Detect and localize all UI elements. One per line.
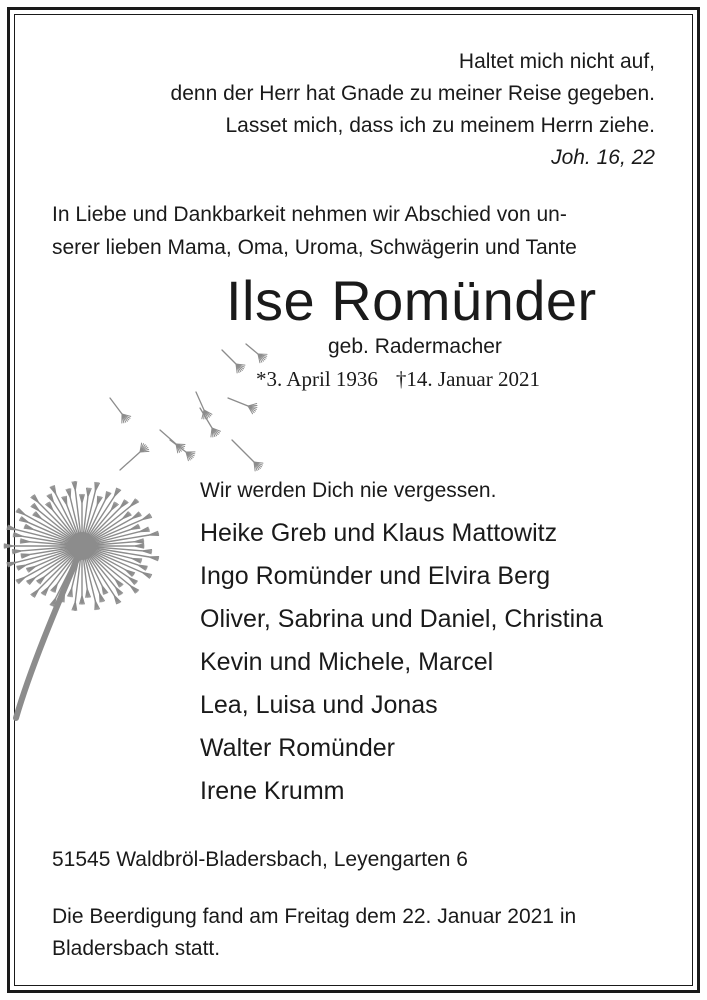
flying-seeds bbox=[110, 344, 267, 471]
mourner-entry: Walter Romünder bbox=[200, 734, 395, 762]
mourner-entry: Kevin und Michele, Marcel bbox=[200, 648, 494, 676]
dandelion-head bbox=[4, 482, 159, 611]
funeral-line-1: Die Beerdigung fand am Freitag dem 22. Januar 2021 in bbox=[52, 905, 577, 928]
funeral-notice bbox=[52, 901, 664, 965]
intro-line-2: serer lieben Mama, Oma, Uroma, Schwägerin und Tante bbox=[52, 236, 577, 259]
verse-line-3: Lasset mich, dass ich zu meinem Herrn ziehe. bbox=[225, 114, 655, 137]
family-address: 51545 Waldbröl-Bladersbach, Leyengarten 6 bbox=[52, 848, 468, 871]
birth-date: *3. April 1936 bbox=[256, 367, 378, 391]
mourner-entry: Heike Greb und Klaus Mattowitz bbox=[200, 519, 558, 547]
intro-line-1: In Liebe und Dankbarkeit nehmen wir Abschied von un- bbox=[52, 203, 567, 226]
mourner-entry: Lea, Luisa und Jonas bbox=[200, 691, 438, 719]
verse-line-1: Haltet mich nicht auf, bbox=[458, 50, 655, 73]
mourner-entry: Irene Krumm bbox=[200, 777, 345, 805]
death-date: †14. Januar 2021 bbox=[395, 367, 540, 391]
funeral-line-2: Bladersbach statt. bbox=[52, 937, 221, 960]
maiden-name: geb. Radermacher bbox=[328, 335, 502, 358]
deceased-name: Ilse Romünder bbox=[226, 269, 597, 332]
mourners-list bbox=[200, 512, 603, 813]
tagline: Wir werden Dich nie vergessen. bbox=[200, 479, 497, 502]
verse-line-2: denn der Herr hat Gnade zu meiner Reise gegeben. bbox=[170, 82, 655, 105]
mourner-entry: Ingo Romünder und Elvira Berg bbox=[200, 562, 551, 590]
mourner-entry: Oliver, Sabrina und Daniel, Christina bbox=[200, 605, 603, 633]
verse-reference: Joh. 16, 22 bbox=[551, 146, 655, 169]
